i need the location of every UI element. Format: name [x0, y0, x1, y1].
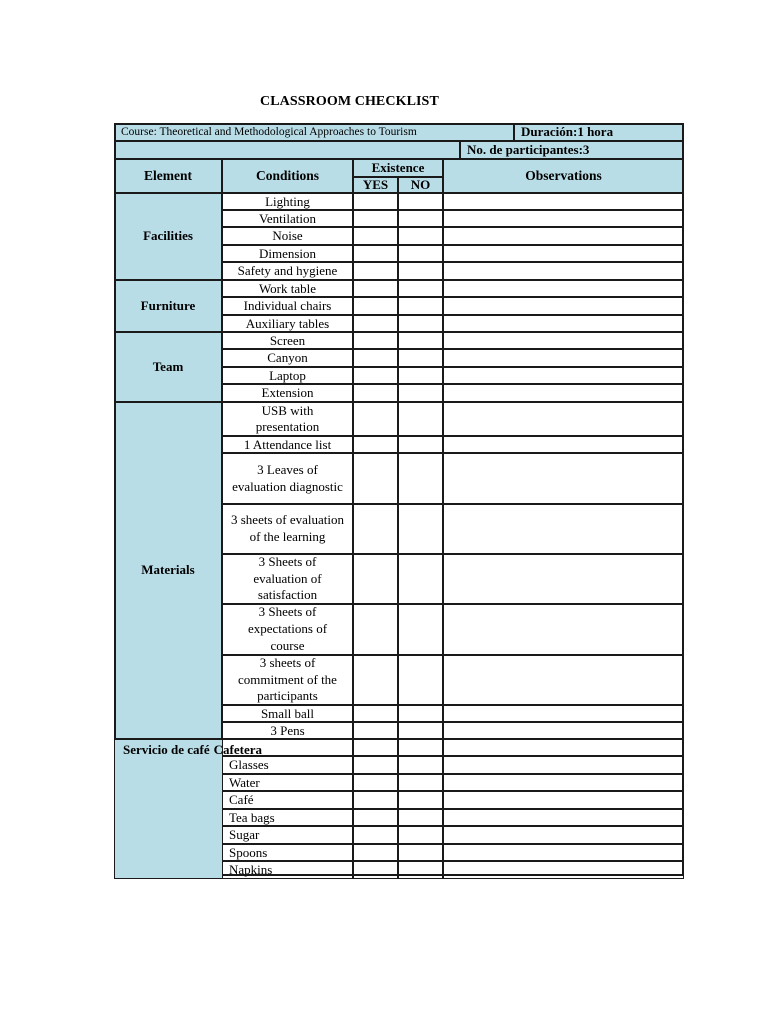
blank-header-cell: [114, 141, 460, 159]
yes-checkbox-cell[interactable]: [353, 384, 398, 402]
observation-cell[interactable]: [443, 262, 684, 280]
observation-cell[interactable]: [443, 210, 684, 227]
yes-checkbox-cell[interactable]: [353, 826, 398, 844]
condition-cell: 1 Attendance list: [222, 436, 353, 453]
observation-cell[interactable]: [443, 722, 684, 739]
element-group-team: Team: [114, 332, 222, 402]
yes-checkbox-cell[interactable]: [353, 280, 398, 297]
no-checkbox-cell[interactable]: [398, 756, 443, 774]
condition-cell: Laptop: [222, 367, 353, 384]
no-header: NO: [398, 177, 443, 193]
condition-cell: Tea bags: [222, 809, 353, 826]
yes-checkbox-cell[interactable]: [353, 349, 398, 367]
condition-cell: Work table: [222, 280, 353, 297]
no-checkbox-cell[interactable]: [398, 210, 443, 227]
conditions-header: Conditions: [222, 159, 353, 193]
observation-cell[interactable]: [443, 297, 684, 315]
condition-cell: 3 sheets of evaluation of the learning: [222, 504, 353, 554]
observation-cell[interactable]: [443, 739, 684, 756]
observation-cell[interactable]: [443, 791, 684, 809]
condition-cell: Small ball: [222, 705, 353, 722]
condition-cell: Sugar: [222, 826, 353, 844]
yes-checkbox-cell[interactable]: [353, 705, 398, 722]
observation-cell[interactable]: [443, 332, 684, 349]
condition-cell: Lighting: [222, 193, 353, 210]
no-checkbox-cell[interactable]: [398, 453, 443, 504]
yes-checkbox-cell[interactable]: [353, 604, 398, 655]
condition-cell: 3 Sheets of evaluation of satisfaction: [222, 554, 353, 604]
yes-checkbox-cell[interactable]: [353, 756, 398, 774]
yes-checkbox-cell[interactable]: [353, 332, 398, 349]
no-checkbox-cell[interactable]: [398, 861, 443, 879]
yes-checkbox-cell[interactable]: [353, 861, 398, 879]
condition-cell: Extension: [222, 384, 353, 402]
no-checkbox-cell[interactable]: [398, 705, 443, 722]
no-checkbox-cell[interactable]: [398, 297, 443, 315]
condition-cell: Glasses: [222, 756, 353, 774]
observation-cell[interactable]: [443, 504, 684, 554]
yes-checkbox-cell[interactable]: [353, 402, 398, 436]
condition-cell: Screen: [222, 332, 353, 349]
yes-checkbox-cell[interactable]: [353, 791, 398, 809]
observation-cell[interactable]: [443, 844, 684, 861]
yes-checkbox-cell[interactable]: [353, 367, 398, 384]
existence-header: Existence: [353, 159, 443, 177]
no-checkbox-cell[interactable]: [398, 315, 443, 332]
condition-cell: Ventilation: [222, 210, 353, 227]
yes-checkbox-cell[interactable]: [353, 844, 398, 861]
servicio-label: Servicio de café: [123, 742, 210, 757]
element-header: Element: [114, 159, 222, 193]
yes-checkbox-cell[interactable]: [353, 436, 398, 453]
yes-checkbox-cell[interactable]: [353, 315, 398, 332]
observations-header: Observations: [443, 159, 684, 193]
no-checkbox-cell[interactable]: [398, 722, 443, 739]
no-checkbox-cell[interactable]: [398, 280, 443, 297]
duration-cell: Duración:1 hora: [514, 123, 684, 141]
observation-cell[interactable]: [443, 655, 684, 705]
condition-cell: 3 sheets of commitment of the participants: [222, 655, 353, 705]
condition-cell: Individual chairs: [222, 297, 353, 315]
yes-checkbox-cell[interactable]: [353, 262, 398, 280]
element-group-facilities: Facilities: [114, 193, 222, 280]
yes-checkbox-cell[interactable]: [353, 809, 398, 826]
no-checkbox-cell[interactable]: [398, 436, 443, 453]
no-checkbox-cell[interactable]: [398, 332, 443, 349]
observation-cell[interactable]: [443, 315, 684, 332]
no-checkbox-cell[interactable]: [398, 262, 443, 280]
yes-checkbox-cell[interactable]: [353, 504, 398, 554]
yes-checkbox-cell[interactable]: [353, 655, 398, 705]
yes-header: YES: [353, 177, 398, 193]
condition-cell: Café: [222, 791, 353, 809]
condition-cell: Auxiliary tables: [222, 315, 353, 332]
observation-cell[interactable]: [443, 756, 684, 774]
observation-cell[interactable]: [443, 402, 684, 436]
condition-cell: Dimension: [222, 245, 353, 262]
no-checkbox-cell[interactable]: [398, 227, 443, 245]
no-checkbox-cell[interactable]: [398, 604, 443, 655]
no-checkbox-cell[interactable]: [398, 367, 443, 384]
observation-cell[interactable]: [443, 774, 684, 791]
no-checkbox-cell[interactable]: [398, 655, 443, 705]
observation-cell[interactable]: [443, 705, 684, 722]
condition-cell: 3 Sheets of expectations of course: [222, 604, 353, 655]
no-checkbox-cell[interactable]: [398, 504, 443, 554]
cafetera-label: Cafetera: [213, 742, 262, 757]
no-checkbox-cell[interactable]: [398, 193, 443, 210]
participants-cell: No. de participantes:3: [460, 141, 684, 159]
element-group-materials: Materials: [114, 402, 222, 739]
condition-cell: Water: [222, 774, 353, 791]
observation-cell[interactable]: [443, 193, 684, 210]
observation-cell[interactable]: [443, 349, 684, 367]
no-checkbox-cell[interactable]: [398, 554, 443, 604]
observation-cell[interactable]: [443, 554, 684, 604]
observation-cell[interactable]: [443, 384, 684, 402]
no-checkbox-cell[interactable]: [398, 245, 443, 262]
observation-cell[interactable]: [443, 809, 684, 826]
condition-cell: Napkins: [222, 861, 353, 879]
condition-cell: Noise: [222, 227, 353, 245]
yes-checkbox-cell[interactable]: [353, 297, 398, 315]
yes-checkbox-cell[interactable]: [353, 227, 398, 245]
observation-cell[interactable]: [443, 280, 684, 297]
yes-checkbox-cell[interactable]: [353, 453, 398, 504]
observation-cell[interactable]: [443, 245, 684, 262]
element-group-furniture: Furniture: [114, 280, 222, 332]
no-checkbox-cell[interactable]: [398, 791, 443, 809]
condition-cell: Spoons: [222, 844, 353, 861]
yes-checkbox-cell[interactable]: [353, 739, 398, 756]
observation-cell[interactable]: [443, 436, 684, 453]
course-cell: Course: Theoretical and Methodological Approaches to Tourism: [114, 123, 514, 141]
yes-checkbox-cell[interactable]: [353, 722, 398, 739]
yes-checkbox-cell[interactable]: [353, 193, 398, 210]
no-checkbox-cell[interactable]: [398, 844, 443, 861]
no-checkbox-cell[interactable]: [398, 349, 443, 367]
observation-cell[interactable]: [443, 227, 684, 245]
no-checkbox-cell[interactable]: [398, 402, 443, 436]
observation-cell[interactable]: [443, 453, 684, 504]
no-checkbox-cell[interactable]: [398, 826, 443, 844]
observation-cell[interactable]: [443, 367, 684, 384]
observation-cell[interactable]: [443, 861, 684, 879]
yes-checkbox-cell[interactable]: [353, 774, 398, 791]
no-checkbox-cell[interactable]: [398, 774, 443, 791]
no-checkbox-cell[interactable]: [398, 384, 443, 402]
yes-checkbox-cell[interactable]: [353, 245, 398, 262]
condition-cell: 3 Pens: [222, 722, 353, 739]
no-checkbox-cell[interactable]: [398, 739, 443, 756]
condition-cell: Canyon: [222, 349, 353, 367]
condition-cell: USB with presentation: [222, 402, 353, 436]
observation-cell[interactable]: [443, 604, 684, 655]
condition-cell: 3 Leaves of evaluation diagnostic: [222, 453, 353, 504]
no-checkbox-cell[interactable]: [398, 809, 443, 826]
yes-checkbox-cell[interactable]: [353, 554, 398, 604]
yes-checkbox-cell[interactable]: [353, 210, 398, 227]
page-title: CLASSROOM CHECKLIST: [260, 94, 439, 109]
checklist-table: [114, 123, 684, 876]
observation-cell[interactable]: [443, 826, 684, 844]
condition-cell: Safety and hygiene: [222, 262, 353, 280]
